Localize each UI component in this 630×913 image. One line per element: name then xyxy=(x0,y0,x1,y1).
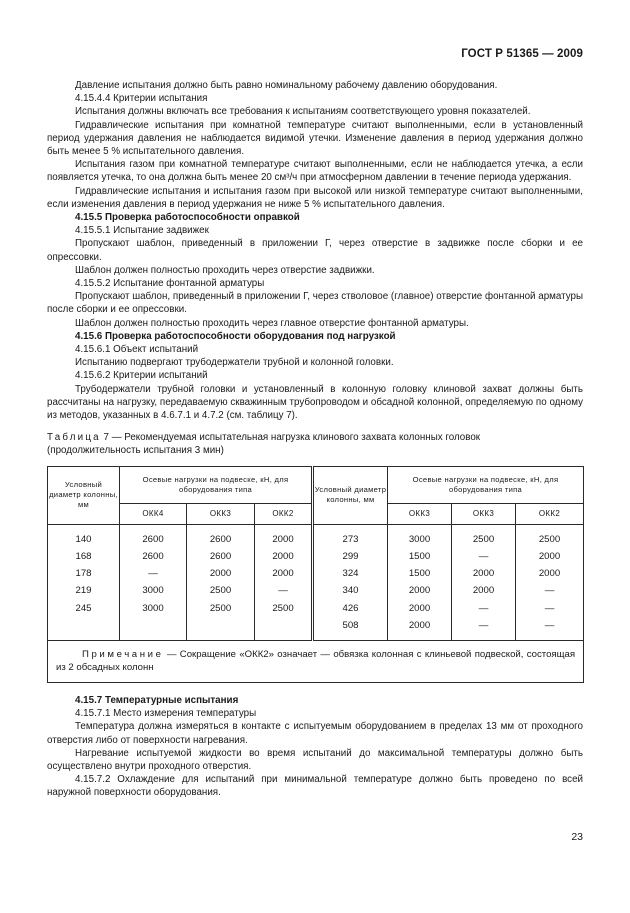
table-cell: 2500 xyxy=(452,524,516,548)
paragraph: Испытания газом при комнатной температуре считают выполненными, если не наблюдается утечка, а если появляется утечка, то она должна быть менее 20 см³/ч при атмосферном давлении в течение периода удержания. xyxy=(47,159,583,184)
table-row xyxy=(48,524,584,548)
table-cell: — xyxy=(516,600,584,617)
table-cell: 340 xyxy=(313,582,388,599)
table-cell: 2000 xyxy=(187,565,255,582)
table-row xyxy=(48,600,584,617)
table-cell: 3000 xyxy=(120,600,187,617)
table-cell: — xyxy=(120,565,187,582)
table-cell: 1500 xyxy=(388,565,452,582)
paragraph: 4.15.5.1 Испытание задвижек xyxy=(75,225,209,237)
table-cell: 3000 xyxy=(388,524,452,548)
table-cell: 2000 xyxy=(516,565,584,582)
table-cell xyxy=(120,617,187,641)
table-cell: 426 xyxy=(313,600,388,617)
table-cell: 273 xyxy=(313,524,388,548)
section-heading: 4.15.7 Температурные испытания xyxy=(75,694,239,706)
table-cell: 2000 xyxy=(388,617,452,641)
paragraph: 4.15.6.2 Критерии испытаний xyxy=(75,370,208,382)
table-note-row xyxy=(48,640,584,682)
table-cell: 2600 xyxy=(120,548,187,565)
paragraph: Шаблон должен полностью проходить через отверстие задвижки. xyxy=(75,264,375,276)
section-heading: 4.15.6 Проверка работоспособности оборудования под нагрузкой xyxy=(75,330,396,342)
type-header: ОКК2 xyxy=(255,503,313,524)
table-caption xyxy=(47,431,583,457)
paragraph: 4.15.5.2 Испытание фонтанной арматуры xyxy=(75,278,265,290)
right-load-header: Осевые нагрузки на подвеске, кН, для оборудования типа xyxy=(388,466,584,503)
table-cell: 3000 xyxy=(120,582,187,599)
paragraph: Температура должна измеряться в контакте с испытуемым оборудованием в пределах 13 мм от проходного отверстия либо от поверхности нагревания. xyxy=(47,721,583,746)
table-row xyxy=(48,565,584,582)
paragraph: 4.15.7.2 Охлаждение для испытаний при минимальной температуре должно быть проведено по всей наружной поверхности оборудования. xyxy=(47,774,583,799)
type-header: ОКК4 xyxy=(120,503,187,524)
paragraph: 4.15.4.4 Критерии испытания xyxy=(75,93,208,105)
table-cell: — xyxy=(516,617,584,641)
table-cell: — xyxy=(452,617,516,641)
table-cell: 299 xyxy=(313,548,388,565)
paragraph: Шаблон должен полностью проходить через главное отверстие фонтанной арматуры. xyxy=(75,317,469,329)
paragraph: Испытанию подвергают трубодержатели трубной и колонной головки. xyxy=(75,357,394,369)
table-cell: 2500 xyxy=(187,600,255,617)
section-heading: 4.15.5 Проверка работоспособности оправкой xyxy=(75,212,300,224)
table-cell: — xyxy=(452,600,516,617)
paragraph: Нагревание испытуемой жидкости во время испытаний до максимальной температуры должно быть осуществлено внутри проходного отверстия. xyxy=(47,747,583,772)
table-cell: 2500 xyxy=(187,582,255,599)
paragraph: Давление испытания должно быть равно номинальному рабочему давлению оборудования. xyxy=(75,80,498,91)
main-text xyxy=(47,79,583,800)
table-cell: 168 xyxy=(48,548,120,565)
table-cell: — xyxy=(516,582,584,599)
table-cell: 2000 xyxy=(255,548,313,565)
table-caption-word: Таблица xyxy=(47,432,101,444)
table-cell: 2500 xyxy=(255,600,313,617)
table-cell: 2000 xyxy=(255,524,313,548)
table-cell xyxy=(187,617,255,641)
document-code-header: ГОСТ Р 51365 — 2009 xyxy=(461,48,583,60)
table-cell: 140 xyxy=(48,524,120,548)
table-cell: — xyxy=(452,548,516,565)
table-row xyxy=(48,617,584,641)
paragraph: Трубодержатели трубной головки и установленный в колонную головку клиновой захват должны быть рассчитаны на нагрузку, передаваемую скважинным трубопроводом и обсадной колонной, определяемую по одному из методов, указанных в 4.6.7.1 и 4.7.2 (см. таблицу 7). xyxy=(47,383,583,422)
right-diameter-header: Условный диаметр колонны, мм xyxy=(313,466,388,524)
paragraph: 4.15.7.1 Место измерения температуры xyxy=(75,708,257,720)
table-cell: 1500 xyxy=(388,548,452,565)
type-header: ОКК2 xyxy=(516,503,584,524)
left-load-header: Осевые нагрузки на подвеске, кН, для оборудования типа xyxy=(120,466,313,503)
table-row xyxy=(48,582,584,599)
page-number: 23 xyxy=(571,831,583,843)
table-cell: 2000 xyxy=(452,565,516,582)
table-cell: 2000 xyxy=(388,582,452,599)
table-cell: 219 xyxy=(48,582,120,599)
table-cell: 2000 xyxy=(388,600,452,617)
table-caption-text: 7 — Рекомендуемая испытательная нагрузка клинового захвата колонных головок xyxy=(100,432,481,444)
paragraph: Пропускают шаблон, приведенный в приложении Г, через стволовое (главное) отверстие фонтанной арматуры после сборки и ее опрессовки. xyxy=(47,291,583,316)
bottom-section xyxy=(47,694,583,800)
paragraph: Пропускают шаблон, приведенный в приложении Г, через отверстие в задвижке после сборки и ее опрессовки. xyxy=(47,238,583,263)
table-note-word: Примечание xyxy=(82,648,164,660)
table-cell: 508 xyxy=(313,617,388,641)
table-cell: 2500 xyxy=(516,524,584,548)
table-row xyxy=(48,548,584,565)
table-cell: 2000 xyxy=(516,548,584,565)
table-cell: 324 xyxy=(313,565,388,582)
table-note xyxy=(48,640,584,682)
type-header: ОКК3 xyxy=(452,503,516,524)
table-cell: — xyxy=(255,582,313,599)
type-header: ОКК3 xyxy=(187,503,255,524)
table-cell: 2000 xyxy=(255,565,313,582)
table-caption-line2: (продолжительность испытания 3 мин) xyxy=(47,445,224,457)
table-cell: 2600 xyxy=(187,524,255,548)
table-cell: 178 xyxy=(48,565,120,582)
table-cell: 245 xyxy=(48,600,120,617)
paragraph: Гидравлические испытания при комнатной температуре считают выполненными, если в установленный период удержания давления не наблюдается видимой утечки. Изменение давления в период удержания должно быть менее 5 % испытательного давления. xyxy=(47,119,583,158)
load-table xyxy=(47,466,584,683)
table-cell: 2600 xyxy=(120,524,187,548)
table-cell xyxy=(255,617,313,641)
table-cell xyxy=(48,617,120,641)
paragraph: Гидравлические испытания и испытания газом при высокой или низкой температуре считают выполненными, если изменения давления в период удержания не ниже 5 % испытательного давления. xyxy=(47,185,583,210)
table-note-text: — Сокращение «ОКК2» означает — обвязка колонная с клиньевой подвеской, состоящая из 2 обсадных колонн xyxy=(56,648,576,673)
type-header: ОКК3 xyxy=(388,503,452,524)
left-diameter-header: Условный диаметр колонны, мм xyxy=(48,466,120,524)
table-cell: 2000 xyxy=(452,582,516,599)
paragraph: Испытания должны включать все требования к испытаниям соответствующего уровня показателей. xyxy=(75,106,531,118)
table-cell: 2600 xyxy=(187,548,255,565)
paragraph: 4.15.6.1 Объект испытаний xyxy=(75,344,199,356)
